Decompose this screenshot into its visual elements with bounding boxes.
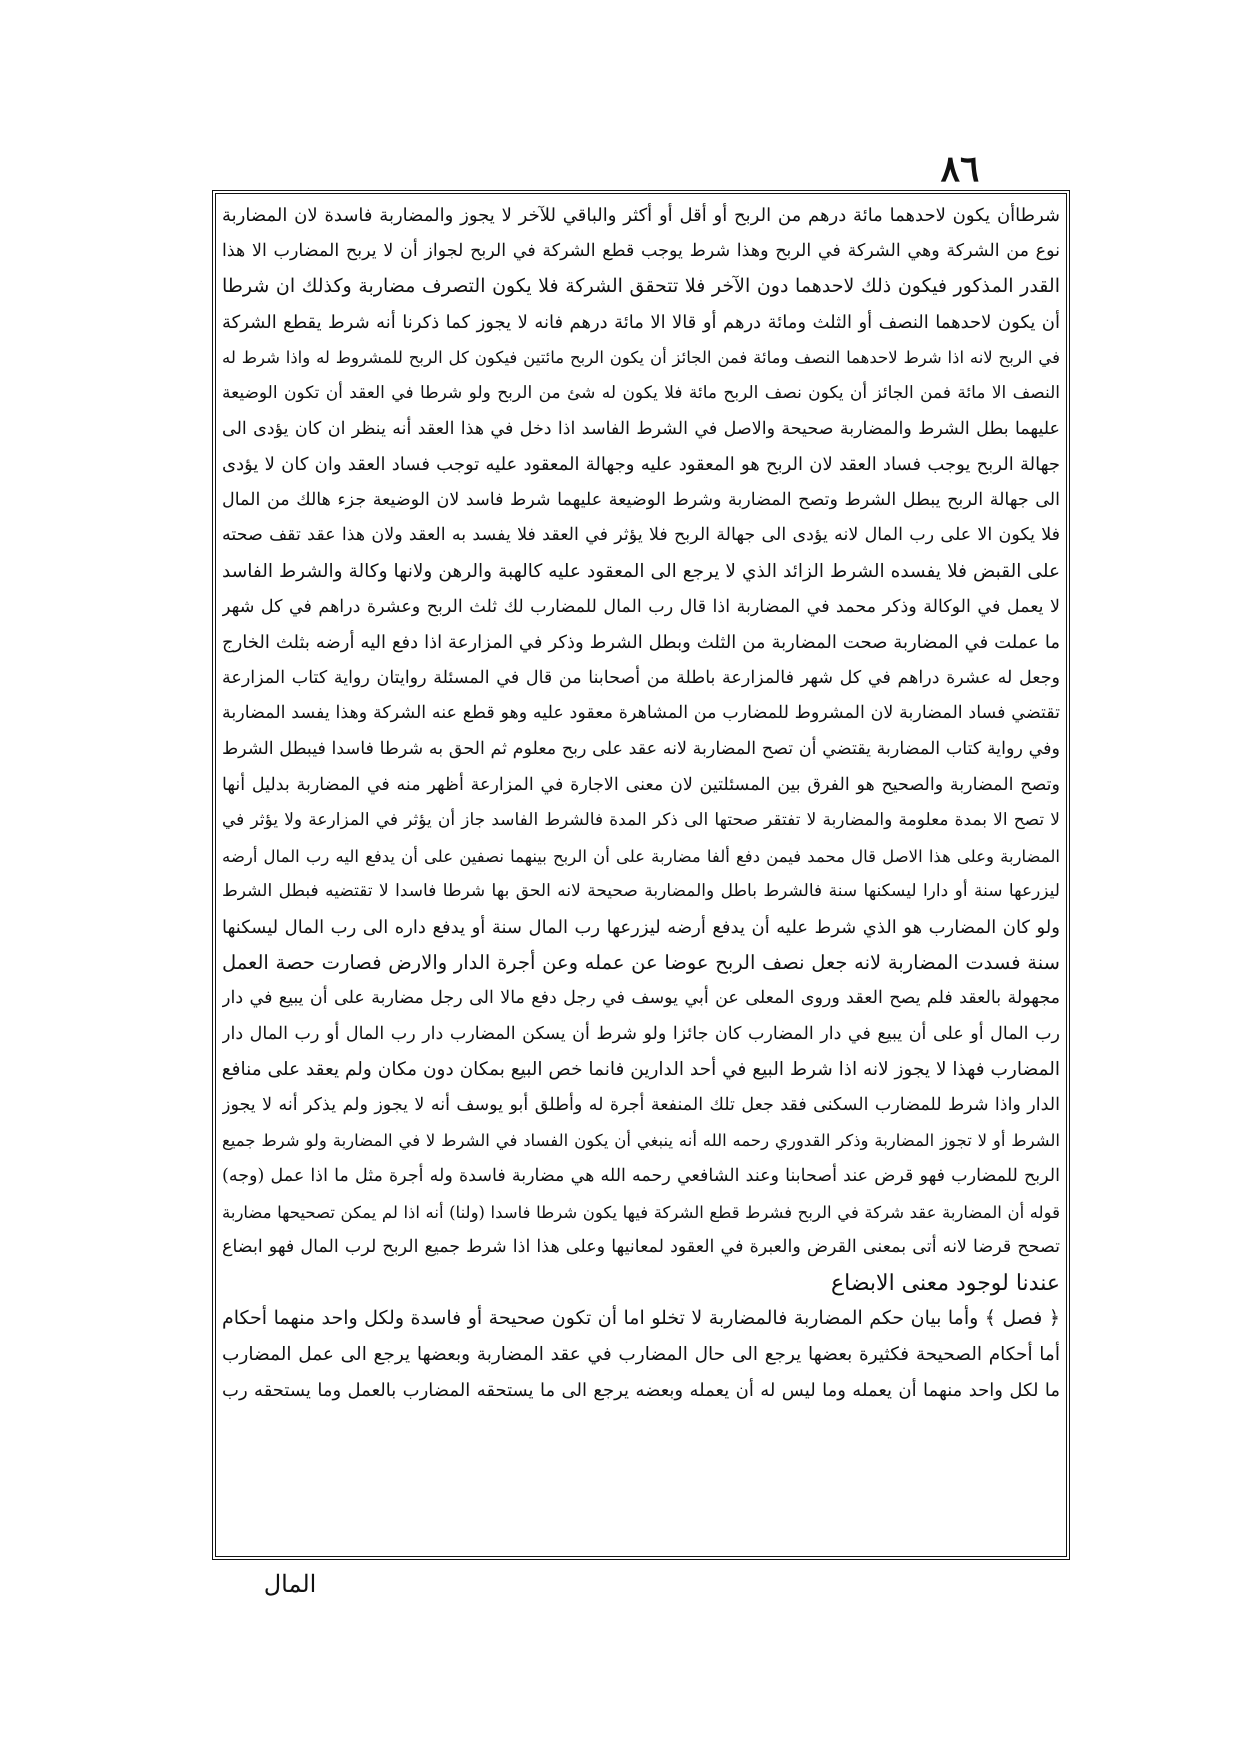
- text-line-13: ما عملت في المضاربة صحت المضاربة من الثلث وبطل الشرط وذكر في المزارعة اذا دفع اليه أرضه بثلث الخارج: [222, 632, 1060, 654]
- text-line-24: رب المال أو على أن يبيع في دار المضارب كان جائزا ولو شرط أن يسكن المضارب دار رب المال أو رب المال دار: [222, 1023, 1060, 1044]
- text-line-29: قوله أن المضاربة عقد شركة في الربح فشرط قطع الشركة فيها يكون شرطا فاسدا (ولنا) أنه اذا لم يمكن تصحيحها مضاربة: [222, 1202, 1060, 1222]
- text-line-33: أما أحكام الصحيحة فكثيرة بعضها يرجع الى حال المضارب في عقد المضاربة وبعضها يرجع الى عمل المضارب: [222, 1344, 1060, 1365]
- text-line-1: شرطاأن يكون لاحدهما مائة درهم من الربح أو أقل أو أكثر والباقي للآخر لا يجوز والمضاربة فاسدة لان المضاربة: [222, 205, 1060, 226]
- text-line-3: القدر المذكور فيكون ذلك لاحدهما دون الآخر فلا تتحقق الشركة فلا يكون التصرف مضاربة وكذلك ان شرطا: [222, 275, 1060, 298]
- text-line-21: ولو كان المضارب هو الذي شرط عليه أن يدفع أرضه ليزرعها رب المال سنة أو يدفع داره الى رب المال ليسكنها: [222, 916, 1060, 938]
- text-line-9: الى جهالة الربح يبطل الشرط وتصح المضاربة وشرط الوضيعة عليهما شرط فاسد لان الوضيعة جزء هالك من المال: [222, 489, 1060, 510]
- text-line-20: ليزرعها سنة أو دارا ليسكنها سنة فالشرط باطل والمضاربة صحيحة لانه الحق بها شرطا فاسدا لا تقتضيه فبطل الشرط: [222, 881, 1060, 902]
- page-number: ٨٦: [940, 148, 980, 190]
- text-line-6: النصف الا مائة فمن الجائز أن يكون نصف الربح مائة فلا يكون له شئ من الربح ولو شرطا في العقد أن تكون الوضيعة: [222, 382, 1060, 403]
- text-line-8: جهالة الربح يوجب فساد العقد لان الربح هو المعقود عليه وجهالة المعقود عليه توجب فساد العقد وان كان لا يؤدى: [222, 454, 1060, 476]
- text-line-32-section-heading: ﴿ فصل ﴾ وأما بيان حكم المضاربة فالمضاربة لا تخلو اما أن تكون صحيحة أو فاسدة ولكل واحد منهما أحكام: [222, 1307, 1060, 1330]
- text-line-27: الشرط أو لا تجوز المضاربة وذكر القدوري رحمه الله أنه ينبغي أن يكون الفساد في الشرط لا في المضاربة ولو شرط جميع: [222, 1131, 1060, 1151]
- catchword: المال: [263, 1570, 317, 1598]
- main-text-block: [222, 198, 1060, 1552]
- text-line-34: ما لكل واحد منهما أن يعمله وما ليس له أن يعمله وبعضه يرجع الى ما يستحقه المضارب بالعمل وما يستحقه رب: [222, 1379, 1060, 1401]
- text-line-12: لا يعمل في الوكالة وذكر محمد في المضاربة اذا قال رب المال للمضارب لك ثلث الربح وعشرة دراهم في كل شهر: [222, 596, 1060, 617]
- text-line-19: المضاربة وعلى هذا الاصل قال محمد فيمن دفع ألفا مضاربة على أن الربح بينهما نصفين على أن يدفع اليه رب المال أرضه: [222, 846, 1060, 866]
- text-line-14: وجعل له عشرة دراهم في كل شهر فالمزارعة باطلة من أصحابنا من قال في المسئلة روايتان رواية كتاب المزارعة: [222, 667, 1060, 688]
- text-line-23: مجهولة بالعقد فلم يصح العقد وروى المعلى عن أبي يوسف في رجل دفع مالا الى رجل مضاربة على أن يبيع في دار: [222, 988, 1060, 1009]
- text-line-10: فلا يكون الا على رب المال لانه يؤدى الى جهالة الربح فلا يؤثر في العقد فلا يفسد به العقد ولان هذا عقد تقف صحته: [222, 525, 1060, 546]
- text-line-7: عليهما بطل الشرط والمضاربة صحيحة والاصل في الشرط الفاسد اذا دخل في هذا العقد أنه ينظر ان كان يؤدى الى: [222, 418, 1060, 439]
- text-line-4: أن يكون لاحدهما النصف أو الثلث ومائة درهم أو قالا الا مائة درهم فانه لا يجوز كما ذكرنا أنه شرط يقطع الشركة: [222, 311, 1060, 333]
- text-line-22: سنة فسدت المضاربة لانه جعل نصف الربح عوضا عن عمله وعن أجرة الدار والارض فصارت حصة العمل: [222, 951, 1060, 975]
- text-line-17: وتصح المضاربة والصحيح هو الفرق بين المسئلتين لان معنى الاجارة في المزارعة أظهر منه في المضاربة بدليل أنها: [222, 774, 1060, 795]
- text-line-26: الدار واذا شرط للمضارب السكنى فقد جعل تلك المنفعة أجرة له وأطلق أبو يوسف أنه لا يجوز ولم يذكر أنه لا يجوز: [222, 1094, 1060, 1115]
- text-line-15: تقتضي فساد المضاربة لان المشروط للمضارب من المشاهرة معقود عليه وهو قطع عنه الشركة وهذا يفسد المضاربة: [222, 703, 1060, 724]
- text-line-11: على القبض فلا يفسده الشرط الزائد الذي لا يرجع الى المعقود عليه كالهبة والرهن ولانها وكالة والشرط الفاسد: [222, 560, 1060, 582]
- text-line-2: نوع من الشركة وهي الشركة في الربح وهذا شرط يوجب قطع الشركة في الربح لجواز أن لا يربح المضارب الا هذا: [222, 240, 1060, 261]
- text-line-5: في الربح لانه اذا شرط لاحدهما النصف ومائة فمن الجائز أن يكون الربح مائتين فيكون كل الربح للمشروط له واذا شرط له: [222, 348, 1060, 368]
- text-line-30: تصحح قرضا لانه أتى بمعنى القرض والعبرة في العقود لمعانيها وعلى هذا اذا شرط جميع الربح لرب المال فهو ابضاع: [222, 1237, 1060, 1258]
- text-line-28: الربح للمضارب فهو قرض عند أصحابنا وعند الشافعي رحمه الله هي مضاربة فاسدة وله أجرة مثل ما اذا عمل (وجه): [222, 1166, 1060, 1187]
- text-line-16: وفي رواية كتاب المضاربة يقتضي أن تصح المضاربة لانه عقد على ربح معلوم ثم الحق به شرطا فاسدا فيبطل الشرط: [222, 738, 1060, 759]
- text-line-18: لا تصح الا بمدة معلومة والمضاربة لا تفتقر صحتها الى ذكر المدة فالشرط الفاسد جاز أن يؤثر في المزارعة ولا يؤثر في: [222, 810, 1060, 831]
- text-line-31: عندنا لوجود معنى الابضاع: [830, 1270, 1060, 1296]
- text-line-25: المضارب فهذا لا يجوز لانه اذا شرط البيع في أحد الدارين فانما خص البيع بمكان دون مكان ولم يعقد على منافع: [222, 1059, 1060, 1081]
